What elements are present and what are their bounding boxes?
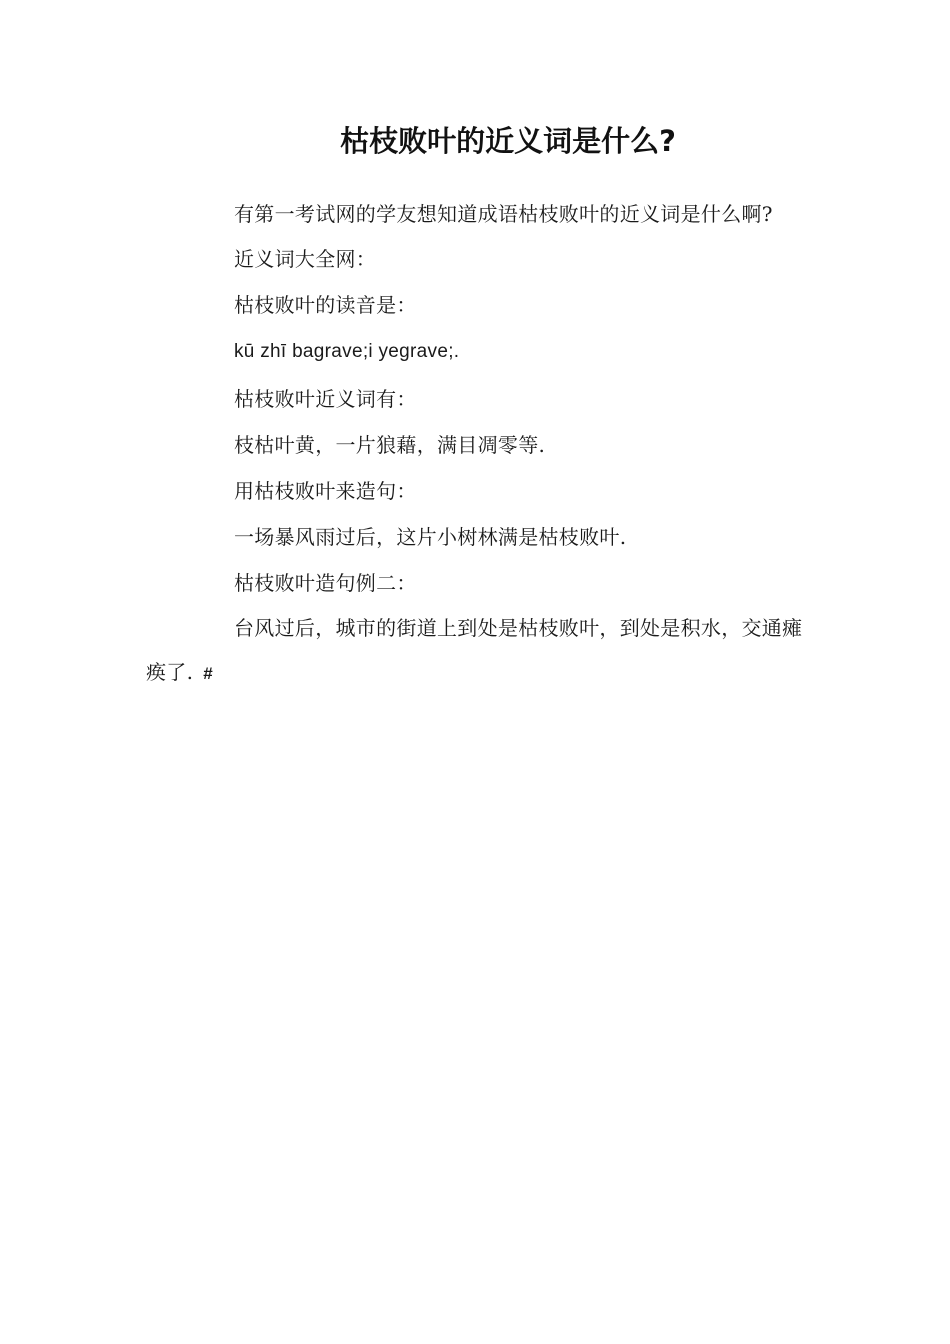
document-title: 枯枝败叶的近义词是什么?	[340, 124, 676, 158]
paragraph-pronunciation-heading: 枯枝败叶的读音是：	[234, 293, 417, 317]
paragraph-pronunciation: kū zhī bagrave;i yegrave;.	[234, 341, 460, 362]
paragraph-example-heading: 用枯枝败叶来造句：	[234, 479, 417, 503]
paragraph-source: 近义词大全网：	[234, 247, 377, 271]
paragraph-synonyms-heading: 枯枝败叶近义词有：	[234, 387, 417, 411]
document-body	[146, 192, 811, 696]
end-mark: #	[203, 664, 214, 683]
paragraph-example-two-heading: 枯枝败叶造句例二：	[234, 571, 417, 595]
paragraph-example-two-text: 台风过后，城市的街道上到处是枯枝败叶，到处是积水，交通瘫痪了.	[146, 616, 803, 684]
paragraph-example-one: 一场暴风雨过后，这片小树林满是枯枝败叶.	[234, 525, 627, 549]
paragraph-example-two	[146, 606, 811, 696]
paragraph-intro: 有第一考试网的学友想知道成语枯枝败叶的近义词是什么啊?	[234, 202, 773, 226]
paragraph-synonyms: 枝枯叶黄，一片狼藉，满目凋零等.	[234, 433, 546, 457]
